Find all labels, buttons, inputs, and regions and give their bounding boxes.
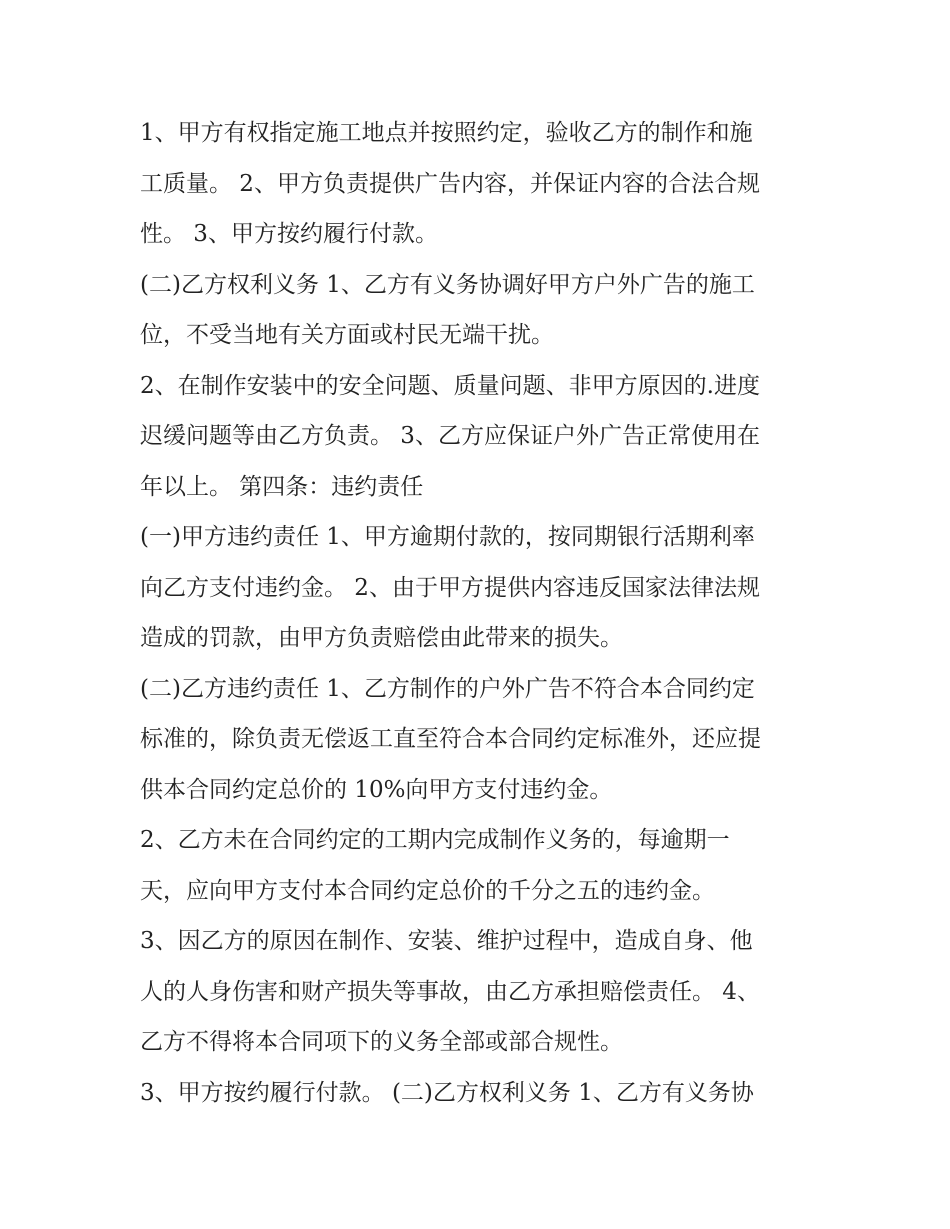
text-line: 2、在制作安装中的安全问题、质量问题、非甲方原因的.进度	[140, 372, 760, 399]
text-line: 年以上。 第四条：违约责任	[140, 473, 424, 500]
text-line: 位，不受当地有关方面或村民无端干扰。	[140, 322, 554, 348]
text-line: 2、乙方未在合同约定的工期内完成制作义务的，每逾期一	[140, 827, 730, 853]
text-line: 3、甲方按约履行付款。 (二)乙方权利义务 1、乙方有义务协	[140, 1079, 754, 1106]
text-line: (二)乙方权利义务 1、乙方有义务协调好甲方户外广告的施工	[140, 271, 755, 298]
text-line: 标准的，除负责无偿返工直至符合本合同约定标准外，还应提	[140, 726, 761, 752]
text-line: 供本合同约定总价的 10%向甲方支付违约金。	[140, 776, 613, 803]
text-line: (一)甲方违约责任 1、甲方逾期付款的，按同期银行活期利率	[140, 524, 755, 550]
text-line: 天，应向甲方支付本合同约定总价的千分之五的违约金。	[140, 877, 715, 904]
text-line: 造成的罚款，由甲方负责赔偿由此带来的损失。	[140, 625, 623, 651]
text-line: 迟缓问题等由乙方负责。 3、乙方应保证户外广告正常使用在	[140, 423, 760, 449]
text-line: 1、甲方有权指定施工地点并按照约定，验收乙方的制作和施	[140, 120, 753, 146]
text-line: 向乙方支付违约金。 2、由于甲方提供内容违反国家法律法规	[140, 574, 760, 601]
text-line: 3、因乙方的原因在制作、安装、维护过程中，造成自身、他	[140, 928, 753, 954]
text-line: 人的人身伤害和财产损失等事故，由乙方承担赔偿责任。 4、	[140, 978, 760, 1005]
document-body	[140, 108, 820, 1118]
text-line: 乙方不得将本合同项下的义务全部或部合规性。	[140, 1029, 623, 1055]
text-line: (二)乙方违约责任 1、乙方制作的户外广告不符合本合同约定	[140, 675, 755, 702]
text-line: 性。 3、甲方按约履行付款。	[140, 221, 438, 247]
text-line: 工质量。 2、甲方负责提供广告内容，并保证内容的合法合规	[140, 170, 760, 197]
